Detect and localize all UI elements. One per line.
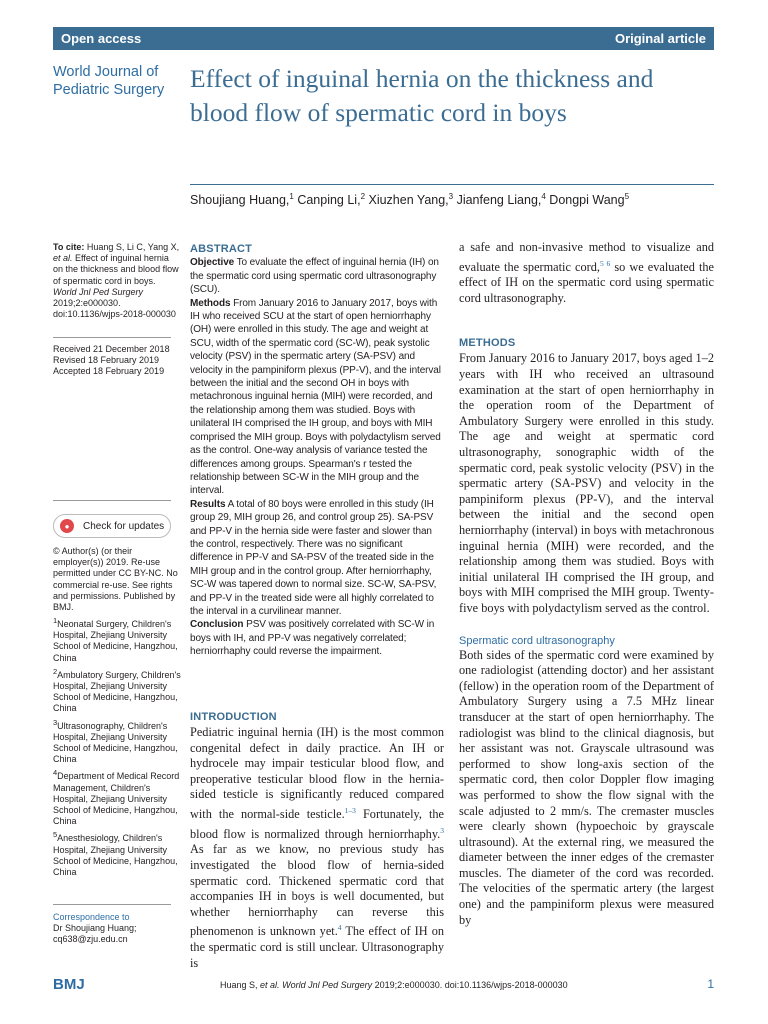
title-divider <box>190 184 714 185</box>
intro-text-4: The effect of IH on the spermatic cord is still unclear. Ultrasonography is <box>190 924 444 970</box>
author-affiliation: 3 <box>448 192 454 201</box>
conclusion-label: Conclusion <box>190 619 244 631</box>
intro-continuation <box>459 240 714 306</box>
affiliation-number: 1 <box>53 616 58 625</box>
author-name: Canping Li, <box>293 193 361 208</box>
affiliation-number: 2 <box>53 666 58 676</box>
bmj-logo: BMJ <box>53 976 85 993</box>
cite-text: Huang S, Li C, Yang X, <box>86 242 180 252</box>
scu-body: Both sides of the spermatic cord were examined by one radiologist (attending doctor) and her assistant (fellow) in the operation room of the Department of Ambulatory Surgery using a 7.5 MHz linear transducer at the start of open herniorrhaphy. The radiologist was blind to the clinical diagnosis, but her assistant was not. Grayscale ultrasound was performed to show long-axis section of the spermatic cord, then color Doppler flow imaging was performed to show the flow signal with the scale adjusted to 2 mm/s. The cremaster muscles were clearly shown (hypoechoic by grayscale ultrasound). At the external ring, we measured the diameter between the inner edges of the cremaster muscles. The diameter of the cord was recorded. The velocities of the spermatic artery (the largest one) and the pampiniform plexus were measured by <box>459 647 714 927</box>
affiliation-item <box>53 829 181 878</box>
results-label: Results <box>190 498 226 510</box>
article-title: Effect of inguinal hernia on the thickness and blood flow of spermatic cord in boys <box>190 64 654 127</box>
affiliation-text: Ambulatory Surgery, Children's Hospital, Zhejiang University School of Medicine, Hangzhou, China <box>53 669 181 714</box>
cite-etal: et al. <box>53 253 73 264</box>
cite-label: To cite: <box>53 242 85 252</box>
affiliation-item <box>53 666 181 715</box>
cite-journal: World Jnl Ped Surgery <box>53 286 144 297</box>
copyright-text: © Author(s) (or their employer(s)) 2019. Re-use permitted under CC BY-NC. No commercial re-use. See rights and permissions. Published by BMJ. <box>53 546 178 613</box>
sidebar-divider <box>53 904 171 905</box>
affiliation-text: Ultrasonography, Children's Hospital, Zhejiang University School of Medicine, Hangzhou, China <box>53 720 178 765</box>
methods-label: Methods <box>190 297 231 309</box>
author-list <box>190 192 715 207</box>
methods-text: From January 2016 to January 2017, boys with IH who received SCU at the start of open herniorrhaphy (OH) were enrolled in this study. The age and weight at SCU, width of the spermatic cord (SC-W), peak systolic velocity (PSV) in the spermatic artery (SA-PSV) and velocity in the pampiniform plexus (PP-V), and the interval between the initial and the second OH in boys with metachronous inguinal hernia (MIH) were recorded, and the relationship among them was studied. Boys with unilateral IH comprised the IH group, and boys with MIH comprised the MIH group. Boys with polydactylism served as the control. One-way analysis of variance tested the differences among groups. Spearman's r tested the relationship between SC-W in the MIH group and the interval. <box>190 297 441 497</box>
intro-text-1: Pediatric inguinal hernia (IH) is the most common congenital defect in daily practice. An IH or hydrocele may impair testicular blood flow, and preoperative testicular blood flow in the hernia-sided testicle is significantly reduced compared with the normal-side testicle. <box>190 725 444 822</box>
affiliations-list <box>53 615 181 878</box>
affiliation-item <box>53 615 181 664</box>
copyright-notice <box>53 546 181 613</box>
footer-cite-suffix: 2019;2:e000030. doi:10.1136/wjps-2018-000030 <box>374 980 568 990</box>
affiliation-item <box>53 767 181 827</box>
abstract-methods <box>190 297 444 498</box>
revised-date: Revised 18 February 2019 <box>53 355 160 366</box>
conclusion-text: PSV was positively correlated with SC-W in boys with IH, and PP-V was negatively correlated; herniorrhaphy could reverse the impairment. <box>190 619 435 658</box>
correspondence-label: Correspondence to <box>53 912 130 922</box>
abstract-conclusion <box>190 618 444 658</box>
affiliation-text: Anesthesiology, Children's Hospital, Zhejiang University School of Medicine, Hangzhou, China <box>53 833 178 878</box>
footer-cite-prefix: Huang S, <box>220 980 258 990</box>
introduction-text <box>190 725 444 971</box>
abstract-heading: ABSTRACT <box>190 243 253 255</box>
continuation-text-2: so we evaluated the effect of IH on the spermatic cord using spermatic cord ultrasonography. <box>459 259 715 305</box>
affiliation-number: 5 <box>53 830 58 840</box>
sidebar-divider <box>53 500 171 501</box>
author-name: Dongpi Wang <box>545 193 625 208</box>
sidebar-divider <box>53 337 171 338</box>
citation-block <box>53 242 181 320</box>
check-updates-label: Check for updates <box>83 520 165 532</box>
objective-label: Objective <box>190 257 235 269</box>
introduction-heading: INTRODUCTION <box>190 711 277 723</box>
methods-heading: METHODS <box>459 337 516 350</box>
abstract-results <box>190 498 444 619</box>
footer-cite-etal: et al. <box>260 980 280 990</box>
abstract-objective <box>190 256 444 296</box>
journal-name: World Journal of Pediatric Surgery <box>53 64 165 98</box>
reference-link[interactable]: 1–3 <box>344 805 356 815</box>
open-access-label: Open access <box>61 31 142 46</box>
correspondence-text[interactable]: Dr Shoujiang Huang; cq638@zju.edu.cn <box>53 923 137 945</box>
page-number: 1 <box>707 977 714 991</box>
continuation-text-1: a safe and non-invasive method to visualize and evaluate the spermatic cord, <box>459 240 714 274</box>
methods-body: From January 2016 to January 2017, boys aged 1–2 years with IH who received an ultrasound examination at the start of open herniorrhaphy in the operation room of the Department of Ambulatory Surgery were enrolled in this study. The age and weight at spermatic cord ultrasonography, sonographic width of the spermatic cord, peak systolic velocity (PSV) in the spermatic artery (SA-PSV) and velocity in the pampiniform plexus (PP-V), and the interval between the initial and the second open herniorrhaphy (interval) in boys with metachronous inguinal hernia (MIH) were recorded, and the relationship among them was studied. Boys with initial unilateral IH comprised the IH group, and boys with MIH comprised the MIH group. Twenty-five boys with polydactylism served as the control. <box>459 351 714 615</box>
affiliation-number: 3 <box>53 717 58 727</box>
check-updates-button[interactable] <box>53 514 171 538</box>
author-name: Jianfeng Liang, <box>453 193 542 208</box>
intro-text-2: Fortunately, the blood flow is normalized through herniorrhaphy. <box>190 807 445 841</box>
received-date: Received 21 December 2018 <box>53 344 170 354</box>
author-name: Shoujiang Huang, <box>190 193 290 208</box>
affiliation-text: Neonatal Surgery, Children's Hospital, Zhejiang University School of Medicine, Hangzhou, China <box>53 619 178 663</box>
accepted-date: Accepted 18 February 2019 <box>53 366 165 377</box>
cite-text-2: Effect of inguinal hernia on the thickness and blood flow of spermatic cord in boys. <box>53 253 179 286</box>
scu-heading: Spermatic cord ultrasonography <box>459 634 615 647</box>
author-affiliation: 5 <box>624 192 630 201</box>
correspondence-block <box>53 912 181 946</box>
right-column <box>459 240 714 928</box>
footer-cite-journal: World Jnl Ped Surgery <box>282 980 373 990</box>
reference-link[interactable]: 3 <box>440 825 444 835</box>
author-affiliation: 4 <box>541 192 546 201</box>
introduction-section <box>190 711 444 971</box>
reference-link[interactable]: 5 6 <box>599 258 611 268</box>
author-affiliation: 1 <box>289 192 294 201</box>
author-name: Xiuzhen Yang, <box>365 193 449 208</box>
abstract <box>190 243 444 659</box>
page-footer <box>53 976 714 996</box>
affiliation-text: Department of Medical Record Management, Children's Hospital, Zhejiang University School of Medicine, Hangzhou, China <box>53 771 180 827</box>
affiliation-item <box>53 717 181 766</box>
article-type-label: Original article <box>614 31 706 46</box>
footer-citation <box>220 980 568 990</box>
cite-volume: 2019;2:e000030. doi:10.1136/wjps-2018-000030 <box>53 298 176 320</box>
header-bar <box>53 27 714 50</box>
affiliation-number: 4 <box>53 768 58 778</box>
reference-link[interactable]: 4 <box>337 923 342 933</box>
bookmark-icon: ● <box>60 519 74 533</box>
objective-text: To evaluate the effect of inguinal hernia (IH) on the spermatic cord using spermatic cord ultrasonography (SCU). <box>190 257 439 296</box>
dates-block <box>53 344 181 378</box>
intro-text-3: As far as we know, no previous study has investigated the blood flow of hernia-sided spermatic cord. Thickened spermatic cord that accompanies IH in boys is well documented, but whether herniorrhaphy can reverse this phenomenon is unknown yet. <box>190 842 444 939</box>
author-affiliation: 2 <box>360 192 366 201</box>
results-text: A total of 80 boys were enrolled in this study (IH group 29, MIH group 26, and control group 25). SA-PSV and PP-V in the hernia side were faster and slower than the control, respectively. There was no significant difference in PP-V and SA-PSV of the treated side in the MIH group and in the control group. After herniorrhaphy, SC-W was tapered down to normal size. SC-W, SA-PSV, and PP-V in the treated side were all highly correlated to the interval in a curvilinear manner. <box>190 498 437 617</box>
